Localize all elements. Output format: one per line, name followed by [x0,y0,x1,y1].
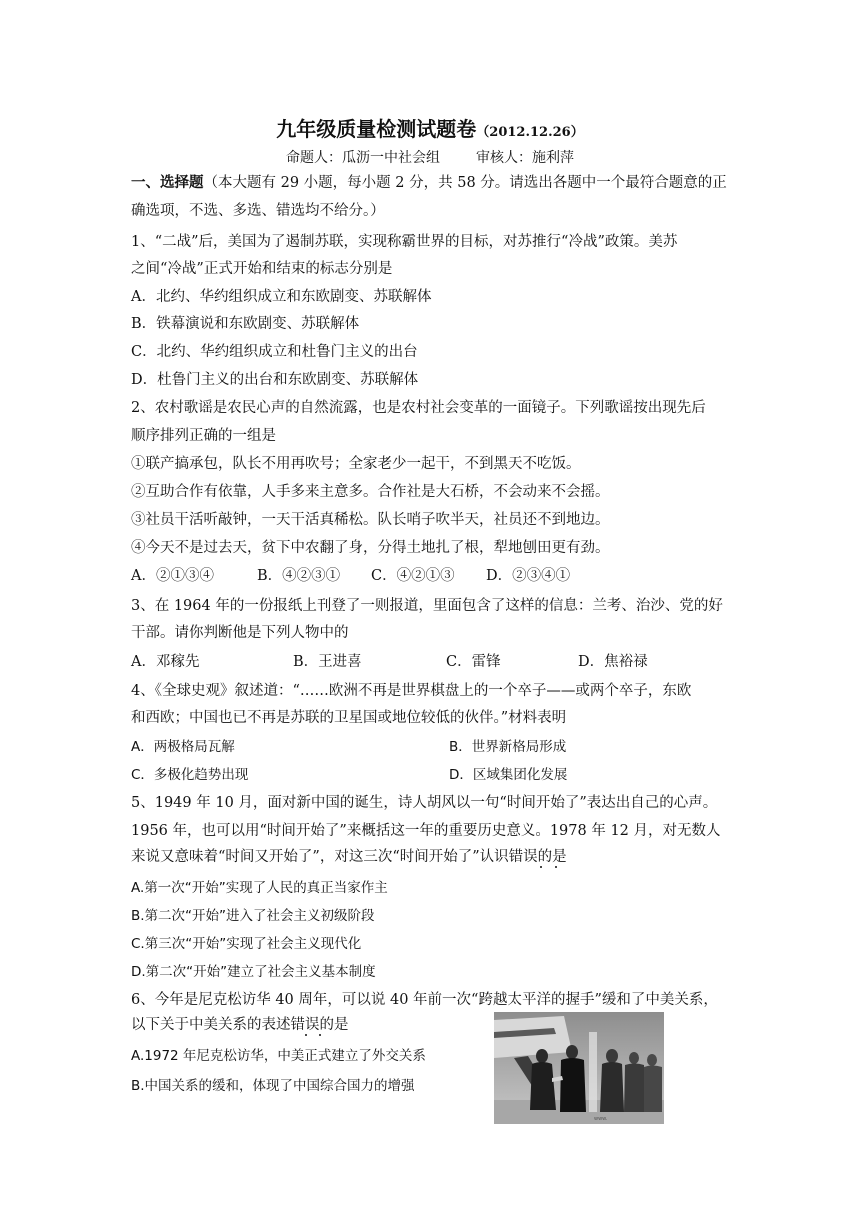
q3-stem-line-2: 干部。请你判断他是下列人物中的 [131,625,349,641]
q5-stem-line-2: 1956 年，也可以用“时间开始了”来概括这一年的重要历史意义。1978 年 12 月，对无数人 [131,823,721,839]
q1-option-b: B．铁幕演说和东欧剧变、苏联解体 [131,316,360,332]
q5-option-b: B.第二次“开始”进入了社会主义初级阶段 [131,908,375,924]
svg-text:www.: www. [594,1116,608,1122]
q2-option-b: B．④②③① [257,568,341,584]
instructions-line-1: （本大题有 29 小题，每小题 2 分，共 58 分。请选出各题中一个最符合题意的正 [203,175,727,191]
q4-option-a: A．两极格局瓦解 [131,739,235,755]
q2-stem-line-2: 顺序排列正确的一组是 [131,428,276,444]
q2-stem-line-1: 2、农村歌谣是农民心声的自然流露，也是农村社会变革的一面镜子。下列歌谣按出现先后 [131,400,706,416]
author-text: 命题人：瓜沥一中社会组 [286,150,440,166]
section-heading: 一、选择题 [131,174,204,191]
q5-option-d: D.第二次“开始”建立了社会主义基本制度 [131,964,376,980]
q2-item-3: ③社员干活听敲钟，一天干活真稀松。队长哨子吹半天，社员还不到地边。 [131,512,610,528]
q6-stem-line-1: 6、今年是尼克松访华 40 周年，可以说 40 年前一次“跨越太平洋的握手”缓和了中美关系， [131,992,718,1008]
q4-option-d: D．区域集团化发展 [449,767,568,783]
q1-option-a: A．北约、华约组织成立和东欧剧变、苏联解体 [131,289,432,305]
q1-stem-line-2: 之间“冷战”正式开始和结束的标志分别是 [131,261,393,277]
q4-option-b: B．世界新格局形成 [449,739,567,755]
q2-option-d: D．②③④① [486,568,571,584]
q3-stem-line-1: 3、在 1964 年的一份报纸上刊登了一则报道，里面包含了这样的信息：兰考、治沙、党的好 [131,598,723,614]
exam-date: （2012.12.26） [476,125,584,140]
q4-option-c: C．多极化趋势出现 [131,767,249,783]
emphasis-dot-2 [555,866,557,868]
q5-option-a: A.第一次“开始”实现了人民的真正当家作主 [131,880,388,896]
q6-option-b: B.中国关系的缓和，体现了中国综合国力的增强 [131,1078,415,1094]
q2-option-a: A．②①③④ [131,568,214,584]
photo-graphic [494,1012,664,1124]
q6-option-a: A.1972 年尼克松访华，中美正式建立了外交关系 [131,1048,426,1064]
q3-option-d: D．焦裕禄 [578,654,648,670]
byline [0,149,860,167]
q2-item-1: ①联产搞承包，队长不用再吹号；全家老少一起干，不到黑天不吃饭。 [131,456,581,472]
q4-stem-line-1: 4、《全球史观》叙述道：“……欧洲不再是世界棋盘上的一个卒子——或两个卒子，东欧 [131,683,692,699]
q2-item-4: ④今天不是过去天，贫下中农翻了身，分得土地扎了根，犁地刨田更有劲。 [131,540,610,556]
reviewer-text: 审核人：施利萍 [476,150,574,166]
q5-option-c: C.第三次“开始”实现了社会主义现代化 [131,936,362,952]
section-instructions [131,173,727,193]
instructions-line-2: 确选项，不选、多选、错选均不给分。） [131,203,385,219]
q2-item-2: ②互助合作有依靠，人手多来主意多。合作社是大石桥，不会动来不会摇。 [131,484,610,500]
emphasis-dot-1 [540,866,542,868]
nixon-handshake-photo [494,1012,664,1124]
q3-option-c: C．雷锋 [446,654,501,670]
q1-option-d: D．杜鲁门主义的出台和东欧剧变、苏联解体 [131,372,419,388]
q5-stem-line-1: 5、1949 年 10 月，面对新中国的诞生，诗人胡风以一句“时间开始了”表达出自己的心声。 [131,795,718,811]
q6-stem-line-2: 以下关于中美关系的表述错误的是 [131,1017,349,1033]
exam-title [0,116,860,146]
q4-stem-line-2: 和西欧；中国也已不再是苏联的卫星国或地位较低的伙伴。”材料表明 [131,710,567,726]
q5-stem-line-3: 来说又意味着“时间又开始了”，对这三次“时间开始了”认识错误的是 [131,849,567,865]
q3-option-b: B．王进喜 [293,654,362,670]
q1-option-c: C．北约、华约组织成立和杜鲁门主义的出台 [131,344,418,360]
q3-option-a: A．邓稼先 [131,654,200,670]
q1-stem-line-1: 1、“二战”后，美国为了遏制苏联，实现称霸世界的目标，对苏推行“冷战”政策。美苏 [131,234,678,250]
emphasis-dot-4 [319,1034,321,1036]
title-text: 九年级质量检测试题卷 [276,117,477,141]
emphasis-dot-3 [305,1034,307,1036]
q2-option-c: C．④②①③ [371,568,455,584]
